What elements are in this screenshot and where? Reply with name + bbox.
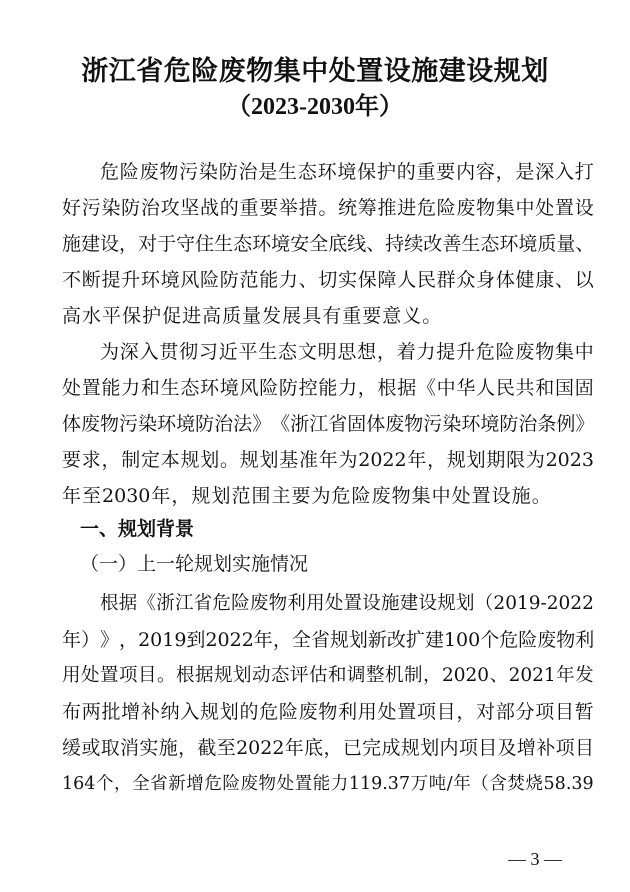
paragraph-2-line: 为 深 入 贯 彻 习 近 平 生 态 文 明 思 想 ， 着 力 提 升 危 险 废 物 集 中: [100, 341, 594, 363]
paragraph-3-line: 年 ） 》 ， 2019 到 2022 年 ， 全 省 规 划 新 改 扩 建 100 个 危 险 废 物 利: [62, 629, 595, 651]
subsection-heading: （一）上一轮规划实施情况: [80, 553, 309, 575]
paragraph-3-line: 用 处 置 项 目 。 根 据 规 划 动 态 评 估 和 调 整 机 制 ， 2020 、 2021 年 发: [62, 665, 594, 686]
document-subtitle: （2023-2030年）: [227, 94, 403, 120]
paragraph-2-line: 体 废 物 污 染 环 境 防 治 法 》 《 浙 江 省 固 体 废 物 污 染 环 境 防 治 条 例 》: [62, 413, 595, 435]
paragraph-1-line: 施 建 设 ， 对 于 守 住 生 态 环 境 安 全 底 线 、 持 续 改 善 生 态 环 境 质 量 、: [62, 233, 595, 255]
paragraph-2-line: 年 至 2030 年 ， 规 划 范 围 主 要 为 危 险 废 物 集 中 处 置 设 施 。: [62, 485, 551, 507]
section-heading: 一、规划背景: [80, 518, 195, 540]
paragraph-2-line: 处 置 能 力 和 生 态 环 境 风 险 防 控 能 力 ， 根 据 《 中 华 人 民 共 和 国 固: [62, 377, 594, 399]
paragraph-1-line: 危 险 废 物 污 染 防 治 是 生 态 环 境 保 护 的 重 要 内 容 ， 是 深 入 打: [100, 161, 594, 183]
document-title: 浙江省危险废物集中处置设施建设规划: [81, 56, 549, 87]
paragraph-1-line: 高 水 平 保 护 促 进 高 质 量 发 展 具 有 重 要 意 义 。: [62, 305, 442, 327]
paragraph-2-line: 要 求 ， 制 定 本 规 划 。 规 划 基 准 年 为 2022 年 ， 规 划 期 限 为 2023: [62, 449, 594, 471]
paragraph-3-line: 布 两 批 增 补 纳 入 规 划 的 危 险 废 物 利 用 处 置 项 目 ， 对 部 分 项 目 暂: [62, 701, 594, 723]
page-number: — 3 —: [508, 849, 562, 869]
paragraph-3-line: 缓 或 取 消 实 施 ， 截 至 2022 年 底 ， 已 完 成 规 划 内 项 目 及 增 补 项 目: [62, 737, 594, 759]
paragraph-3-line: 164 个 ， 全 省 新 增 危 险 废 物 处 置 能 力 119.37 万 吨 / 年 （ 含 焚 烧 58.39: [62, 774, 594, 794]
paragraph-1-line: 不 断 提 升 环 境 风 险 防 范 能 力 、 切 实 保 障 人 民 群 众 身 体 健 康 、 以: [62, 269, 594, 291]
paragraph-3-line: 根 据 《 浙 江 省 危 险 废 物 利 用 处 置 设 施 建 设 规 划 （ 2019-2022: [100, 593, 594, 614]
paragraph-1-line: 好 污 染 防 治 攻 坚 战 的 重 要 举 措 。 统 筹 推 进 危 险 废 物 集 中 处 置 设: [62, 197, 594, 219]
